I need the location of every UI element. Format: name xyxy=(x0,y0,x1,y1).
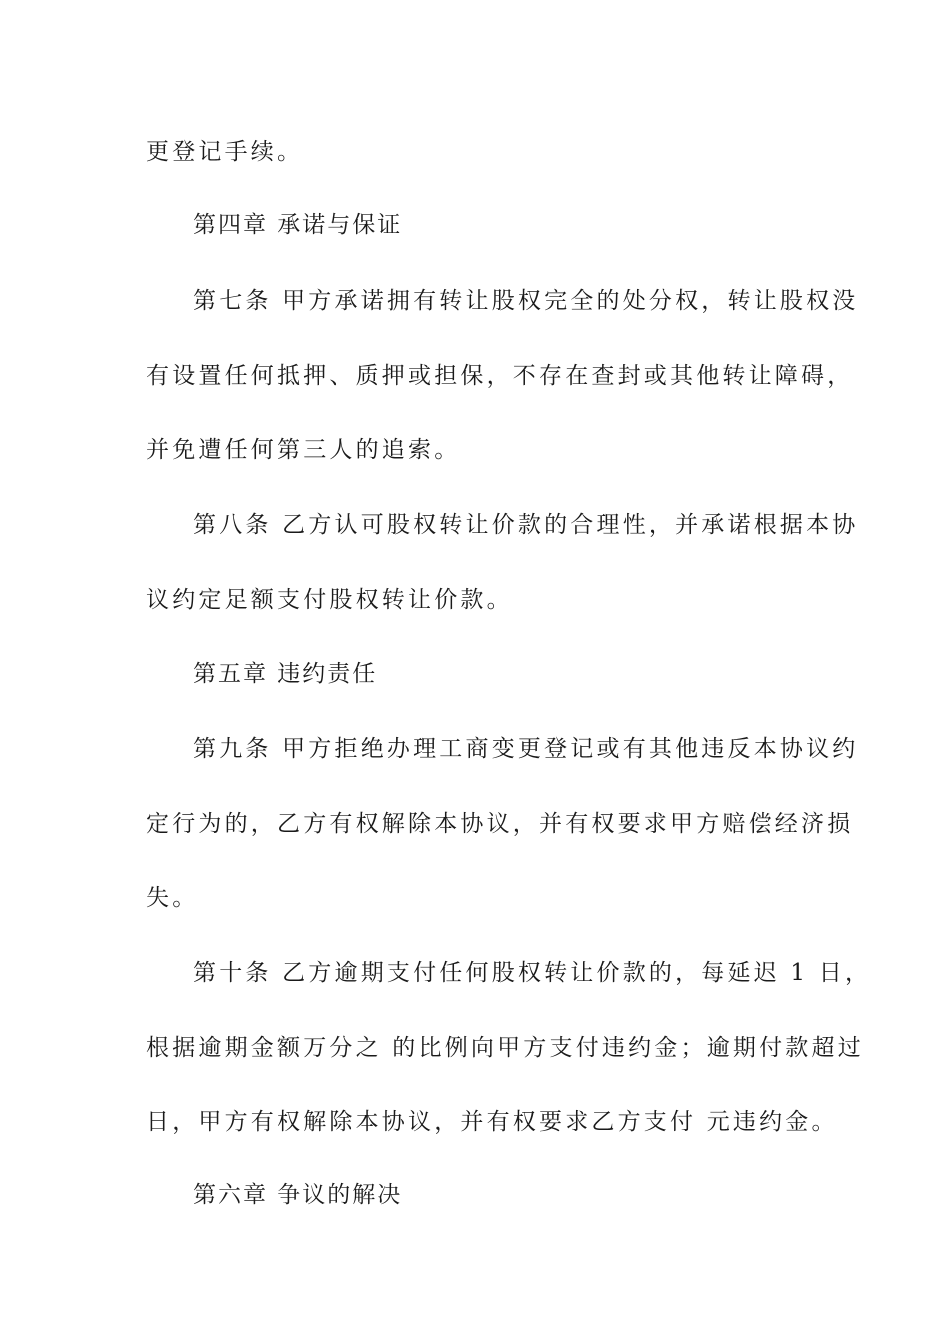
text-line: 有设置任何抵押、质押或担保，不存在查封或其他转让障碍， xyxy=(146,363,854,389)
article-line: 第七条 甲方承诺拥有转让股权完全的处分权，转让股权没 xyxy=(193,288,859,314)
text-line: 定行为的，乙方有权解除本协议，并有权要求甲方赔偿经济损 xyxy=(146,811,854,837)
chapter-heading: 第六章 争议的解决 xyxy=(193,1182,403,1208)
text-line: 议约定足额支付股权转让价款。 xyxy=(146,587,513,613)
text-line: 并免遭任何第三人的追索。 xyxy=(146,437,461,463)
article-line: 第八条 乙方认可股权转让价款的合理性，并承诺根据本协 xyxy=(193,512,859,538)
text-line: 日，甲方有权解除本协议，并有权要求乙方支付 元违约金。 xyxy=(146,1109,838,1135)
chapter-heading: 第四章 承诺与保证 xyxy=(193,212,403,238)
text-line: 失。 xyxy=(146,885,199,911)
text-line: 更登记手续。 xyxy=(146,139,304,165)
text-line: 根据逾期金额万分之 的比例向甲方支付违约金；逾期付款超过 xyxy=(146,1035,864,1061)
chapter-heading: 第五章 违约责任 xyxy=(193,661,378,687)
article-line: 第九条 甲方拒绝办理工商变更登记或有其他违反本协议约 xyxy=(193,736,859,762)
article-line: 第十条 乙方逾期支付任何股权转让价款的，每延迟 1 日， xyxy=(193,960,872,986)
